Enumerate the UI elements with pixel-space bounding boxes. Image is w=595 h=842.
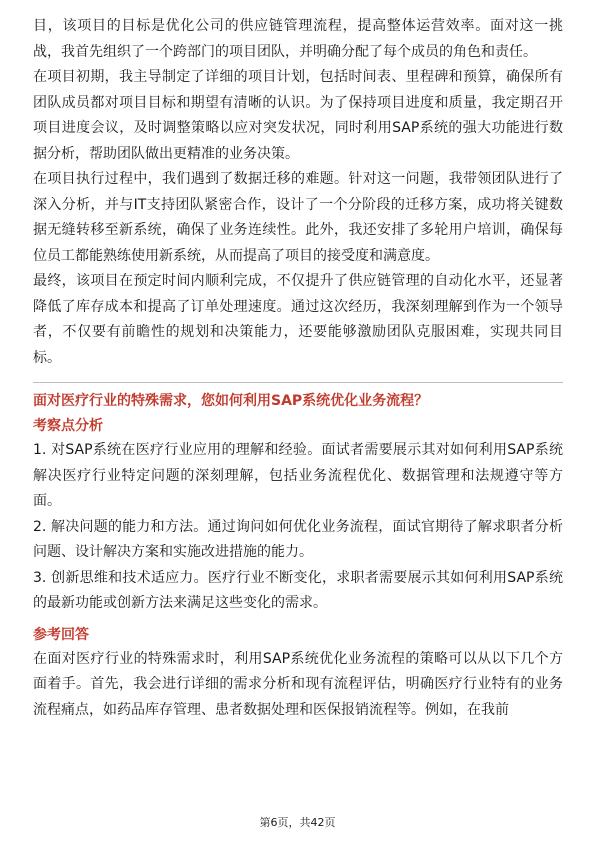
intro-paragraph-2: 在项目初期，我主导制定了详细的项目计划，包括时间表、里程碑和预算，确保所有团队成员都对项目目标和期望有清晰的认识。为了保持项目进度和质量，我定期召开项目进度会议，及时调整策略以应对突发状况，同时利用SAP系统的强大功能进行数据分析，帮助团队做出更精准的业务决策。 [33, 69, 563, 162]
analysis-point-1: 1. 对SAP系统在医疗行业应用的理解和经验。面试者需要展示其对如何利用SAP系统解决医疗行业特定问题的深刻理解，包括业务流程优化、数据管理和法规遵守等方面。 [33, 442, 563, 509]
intro-paragraph-3: 在项目执行过程中，我们遇到了数据迁移的难题。针对这一问题，我带领团队进行了深入分析，并与IT支持团队紧密合作，设计了一个分阶段的迁移方案，成功将关键数据无缝转移至新系统，确保了业务连续性。此外，我还安排了多轮用户培训，确保每位员工都能熟练使用新系统，从而提高了项目的接受度和满意度。 [33, 171, 563, 264]
section-divider [33, 382, 563, 383]
analysis-point-2: 2. 解决问题的能力和方法。通过询问如何优化业务流程，面试官期待了解求职者分析问题、设计解决方案和实施改进措施的能力。 [33, 518, 563, 560]
page-number-footer: 第6页，共42页 [259, 816, 336, 829]
analysis-point-3: 3. 创新思维和技术适应力。医疗行业不断变化，求职者需要展示其如何利用SAP系统的最新功能或创新方法来满足这些变化的需求。 [33, 569, 563, 611]
answer-heading: 参考回答 [33, 626, 89, 643]
answer-paragraph-1: 在面对医疗行业的特殊需求时，利用SAP系统优化业务流程的策略可以从以下几个方面着手。首先，我会进行详细的需求分析和现有流程评估，明确医疗行业特有的业务流程痛点，如药品库存管理、患者数据处理和医保报销流程等。例如，在我前 [33, 650, 563, 718]
intro-paragraph-4: 最终，该项目在预定时间内顺利完成，不仅提升了供应链管理的自动化水平，还显著降低了库存成本和提高了订单处理速度。通过这次经历，我深刻理解到作为一个领导者，不仅要有前瞻性的规划和决策能力，还要能够激励团队克服困难，实现共同目标。 [33, 273, 563, 366]
intro-paragraph-1: 目，该项目的目标是优化公司的供应链管理流程，提高整体运营效率。面对这一挑战，我首先组织了一个跨部门的项目团队，并明确分配了每个成员的角色和责任。 [33, 18, 563, 60]
document-page [33, 14, 563, 723]
interview-question: 面对医疗行业的特殊需求，您如何利用SAP系统优化业务流程？ [33, 393, 429, 409]
analysis-heading: 考察点分析 [33, 418, 103, 434]
